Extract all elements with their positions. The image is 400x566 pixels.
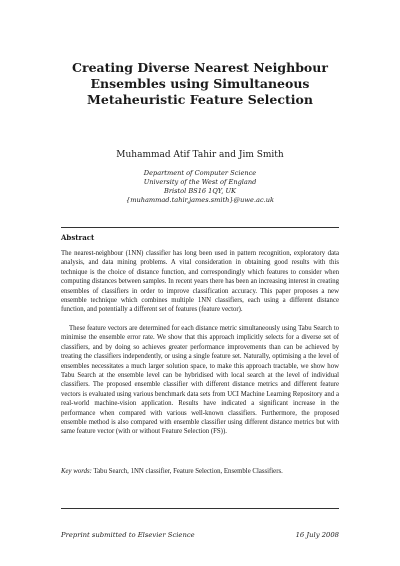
affiliation-city: Bristol BS16 1QY, UK [164,187,236,195]
keywords-line [61,467,339,476]
keywords-label: Key words: [61,468,92,475]
affiliation-university: University of the West of England [143,178,257,186]
abstract-paragraph-1: The nearest-neighbour (1NN) classifier has long been used in pattern recognition, exploratory data analysis, and data mining problems. A vital consideration in obtaining good results with this technique is the choice of distance function, and correspondingly which features to consider when computing distances between samples. In recent years there has been an increasing interest in creating ensembles of classifiers in order to improve classification accuracy. This paper proposes a new ensemble technique which combines multiple 1NN classifiers, each using a different distance function, and potentially a different set of features (feature vector). [61,250,339,314]
author-list: Muhammad Atif Tahir and Jim Smith [116,150,284,160]
keywords-text: Tabu Search, 1NN classifier, Feature Selection, Ensemble Classifiers. [93,468,283,475]
abstract-heading: Abstract [61,233,95,242]
abstract-top-rule [61,227,339,228]
preprint-note: Preprint submitted to Elsevier Science [61,531,195,539]
abstract-bottom-rule [61,508,339,509]
abstract-paragraph-2: These feature vectors are determined for each distance metric simultaneously using Tabu Search to minimise the ensemble error rate. We show that this approach implicitly selects for a diverse set of classifiers, and by doing so achieves greater performance improvements than can be achieved by treating the classifiers independently, or using a single feature set. Naturally, optimising a the level of ensembles necessitates a much larger solution space, to make this approach tractable, we show how Tabu Search at the ensemble level can be hybridised with local search at the level of individual classifiers. The proposed ensemble classifier with different distance metrics and different feature vectors is evaluated using various benchmark data sets from UCI Machine Learning Repository and a real-world machine-vision application. Results have indicated a significant increase in the performance when compared with various well-known classifiers. Furthermore, the proposed ensemble method is also compared with ensemble classifier using different distance metrics but with same feature vector (with or without Feature Selection (FS)). [61,325,339,436]
paper-title: Creating Diverse Nearest Neighbour Ensembles using Simultaneous Metaheuristic Feature Selection [72,60,328,107]
affiliation-block [40,169,360,205]
affiliation-email: {muhammad.tahir,james.smith}@uwe.ac.uk [126,196,274,204]
preprint-date: 16 July 2008 [295,531,339,539]
affiliation-department: Department of Computer Science [143,169,257,177]
